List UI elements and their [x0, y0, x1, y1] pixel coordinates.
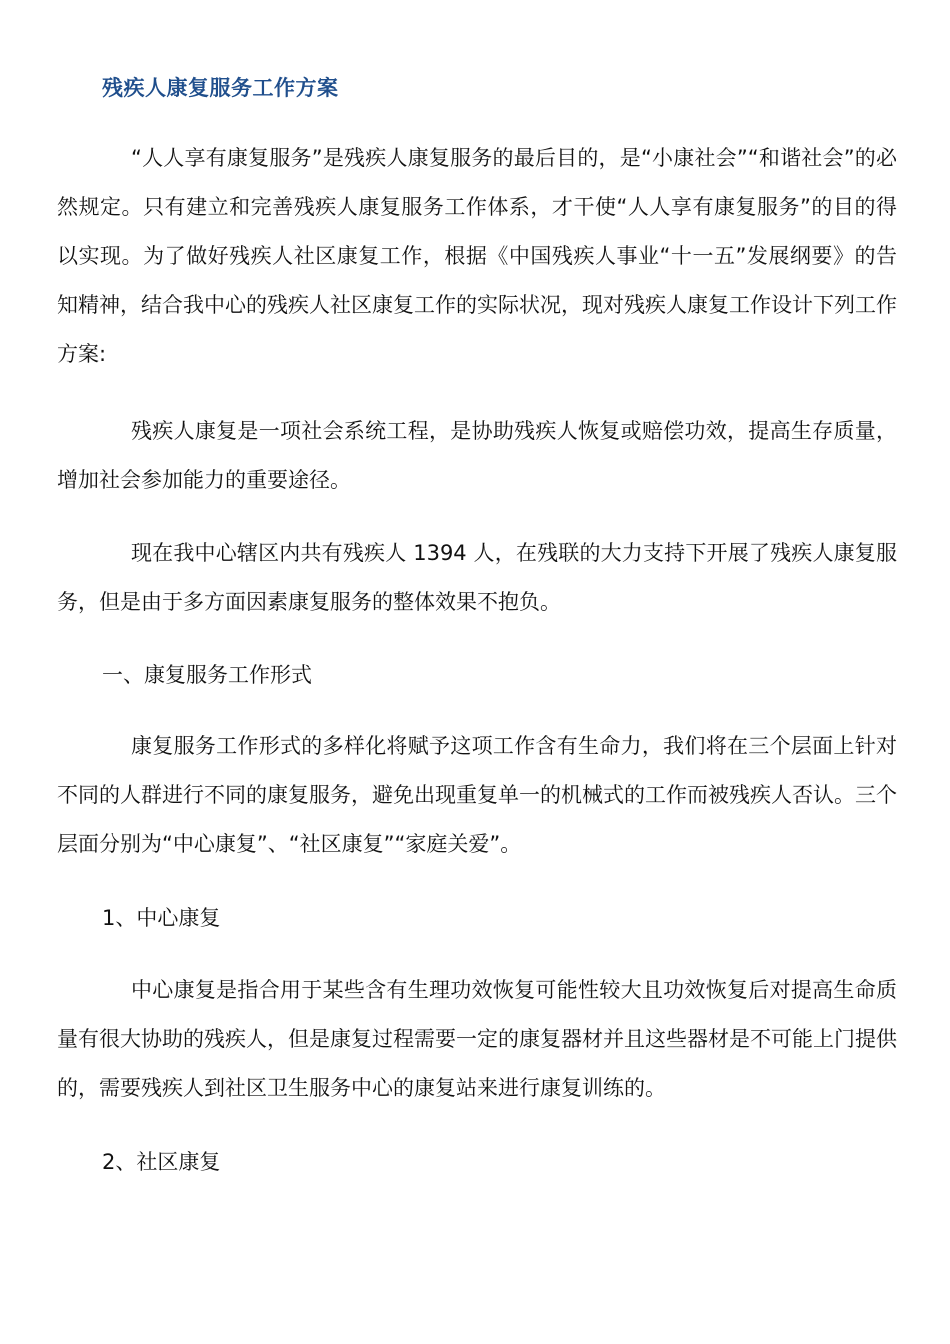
paragraph-center-rehab: 中心康复是指合用于某些含有生理功效恢复可能性较大且功效恢复后对提高生命质量有很大协助的残疾人，但是康复过程需要一定的康复器材并且这些器材是不可能上门提供的，需要残疾人到社区卫生服务中心的康复站来进行康复训练的。 — [57, 978, 897, 1100]
paragraph-forms: 康复服务工作形式的多样化将赋予这项工作含有生命力，我们将在三个层面上针对不同的人群进行不同的康复服务，避免出现重复单一的机械式的工作而被残疾人否认。三个层面分别为“中心康复”、“社区康复”“家庭关爱”。 — [57, 734, 897, 856]
paragraph-current-status: 现在我中心辖区内共有残疾人 1394 人，在残联的大力支持下开展了残疾人康复服务，但是由于多方面因素康复服务的整体效果不抱负。 — [57, 541, 897, 614]
section-heading-forms: 一、康复服务工作形式 — [102, 663, 312, 687]
paragraph-rehab-definition: 残疾人康复是一项社会系统工程，是协助残疾人恢复或赔偿功效，提高生存质量，增加社会参加能力的重要途径。 — [57, 419, 897, 492]
subsection-heading-center: 1、中心康复 — [102, 906, 221, 930]
paragraph-intro: “人人享有康复服务”是残疾人康复服务的最后目的，是“小康社会”“和谐社会”的必然规定。只有建立和完善残疾人康复服务工作体系，才干使“人人享有康复服务”的目的得以实现。为了做好残疾人社区康复工作，根据《中国残疾人事业“十一五”发展纲要》的告知精神，结合我中心的残疾人社区康复工作的实际状况，现对残疾人康复工作设计下列工作方案: — [57, 146, 897, 366]
subsection-heading-community: 2、社区康复 — [102, 1150, 221, 1174]
document-title: 残疾人康复服务工作方案 — [102, 76, 339, 100]
